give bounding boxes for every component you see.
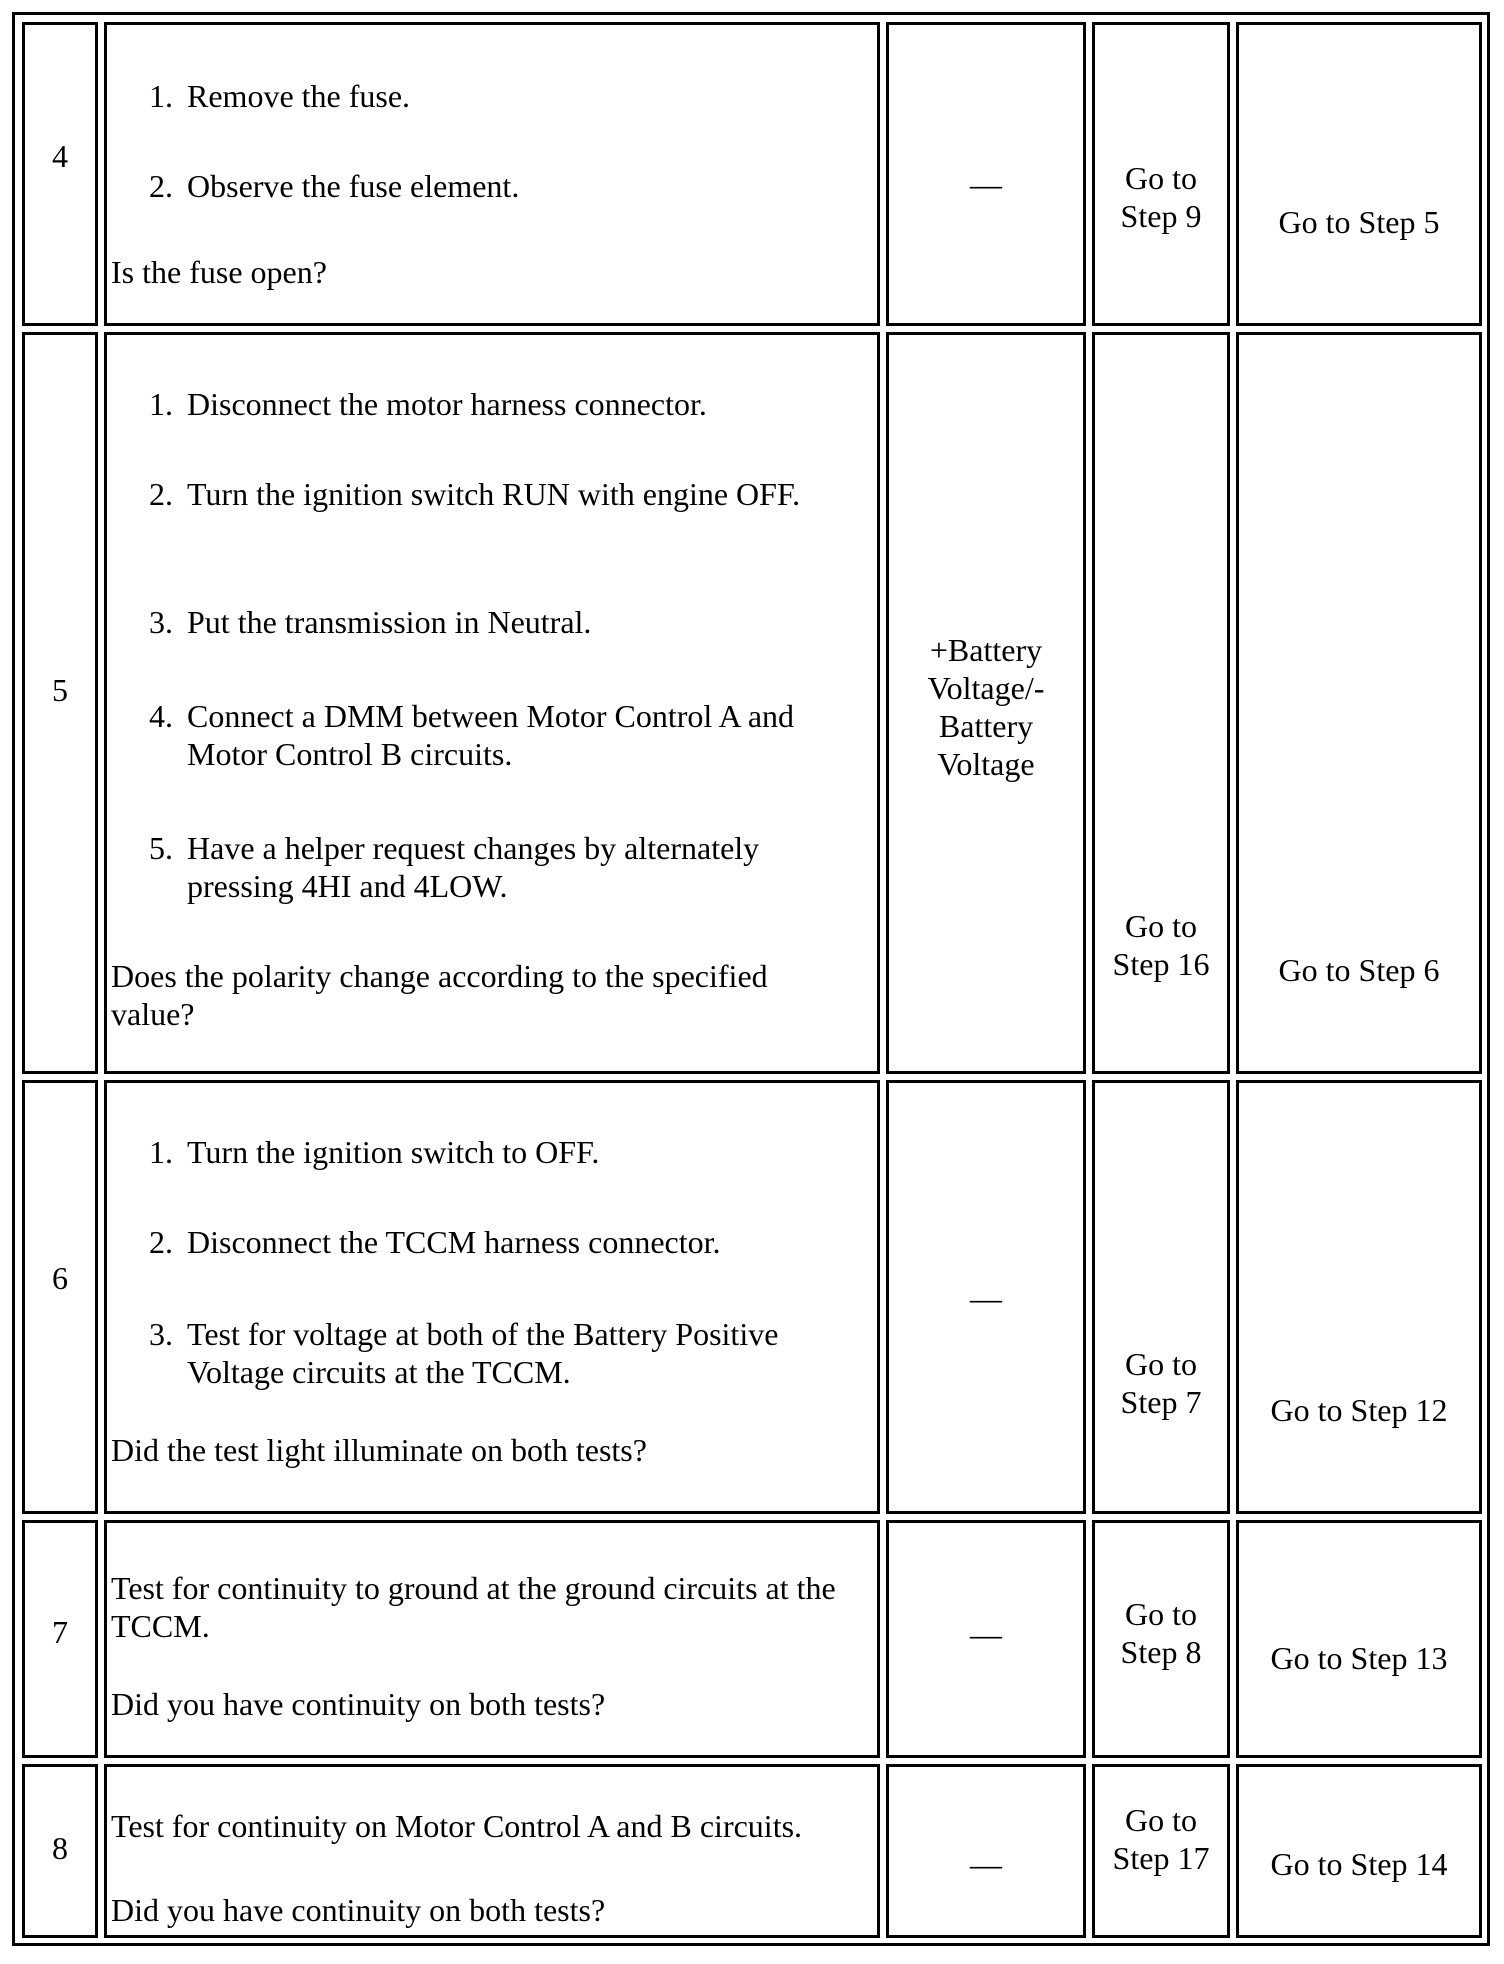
value: +Battery Voltage/-Battery Voltage xyxy=(927,632,1045,782)
action-cell xyxy=(104,1764,880,1938)
step-number-cell xyxy=(22,1520,98,1758)
action-cell: 1. Disconnect the motor harness connector. 2. Turn the ignition switch RUN with engine OFF. 3. Put the transmission in Neutral. 4. Connect a DMM between Motor Control A and Motor Control B circuits. 5. Have a helper request changes by alternately pressing 4HI and 4LOW. Does the polarity change according to the specified value? xyxy=(104,332,880,1074)
yes-cell xyxy=(1092,1080,1230,1514)
no-cell xyxy=(1236,1520,1482,1758)
step-number: 5 xyxy=(52,672,68,708)
no-link[interactable]: Go to Step 14 xyxy=(1270,1846,1448,1882)
no-link[interactable]: Go to Step 12 xyxy=(1270,1392,1448,1428)
yes-cell xyxy=(1092,332,1230,1074)
yes-link[interactable]: Go to Step 8 xyxy=(1120,1596,1202,1670)
value: — xyxy=(970,1616,1002,1652)
yes-link[interactable]: Go to Step 17 xyxy=(1112,1802,1210,1876)
value-cell xyxy=(886,22,1086,326)
step-number: 4 xyxy=(52,138,68,174)
yes-link[interactable]: Go to Step 9 xyxy=(1120,160,1202,234)
step-number-cell xyxy=(22,1764,98,1938)
question: Did you have continuity on both tests? xyxy=(111,1686,606,1722)
yes-cell xyxy=(1092,1764,1230,1938)
step-number: 6 xyxy=(52,1260,68,1296)
action-item: Connect a DMM between Motor Control A and Motor Control B circuits. xyxy=(187,698,795,772)
yes-link[interactable]: Go to Step 16 xyxy=(1112,908,1210,982)
action-item: Remove the fuse. xyxy=(187,78,411,114)
step-number-cell xyxy=(22,332,98,1074)
action-cell: 1. Turn the ignition switch to OFF. 2. Disconnect the TCCM harness connector. 3. Test for voltage at both of the Battery Positive Voltage circuits at the TCCM. Did the test light illuminate on both tests? xyxy=(104,1080,880,1514)
no-link[interactable]: Go to Step 6 xyxy=(1278,952,1440,988)
action-item: Disconnect the motor harness connector. xyxy=(187,386,707,422)
action-text: Test for continuity on Motor Control A and B circuits. xyxy=(111,1808,803,1844)
action-item: Observe the fuse element. xyxy=(187,168,520,204)
yes-cell xyxy=(1092,1520,1230,1758)
value: — xyxy=(970,1846,1002,1882)
step-number-cell xyxy=(22,1080,98,1514)
action-item: Turn the ignition switch to OFF. xyxy=(187,1134,600,1170)
value-cell xyxy=(886,1520,1086,1758)
question: Does the polarity change according to the specified value? xyxy=(111,958,768,1032)
no-cell xyxy=(1236,22,1482,326)
value: — xyxy=(970,1280,1002,1316)
action-item: Have a helper request changes by alternately pressing 4HI and 4LOW. xyxy=(187,830,760,904)
step-number: 8 xyxy=(52,1830,68,1866)
action-cell: 1. Remove the fuse. 2. Observe the fuse element. Is the fuse open? xyxy=(104,22,880,326)
question: Did you have continuity on both tests? xyxy=(111,1892,606,1928)
value: — xyxy=(970,166,1002,202)
value-cell xyxy=(886,1764,1086,1938)
action-text: Test for continuity to ground at the ground circuits at the TCCM. xyxy=(111,1570,836,1644)
step-number-cell xyxy=(22,22,98,326)
yes-cell xyxy=(1092,22,1230,326)
action-cell xyxy=(104,1520,880,1758)
question: Did the test light illuminate on both tests? xyxy=(111,1432,647,1468)
action-item: Put the transmission in Neutral. xyxy=(187,604,592,640)
yes-link[interactable]: Go to Step 7 xyxy=(1120,1346,1202,1420)
value-cell xyxy=(886,332,1086,1074)
no-link[interactable]: Go to Step 13 xyxy=(1270,1640,1448,1676)
step-number: 7 xyxy=(52,1614,68,1650)
no-link[interactable]: Go to Step 5 xyxy=(1278,204,1440,240)
value-cell xyxy=(886,1080,1086,1514)
no-cell xyxy=(1236,332,1482,1074)
no-cell xyxy=(1236,1764,1482,1938)
action-item: Turn the ignition switch RUN with engine OFF. xyxy=(187,476,801,512)
question: Is the fuse open? xyxy=(111,254,327,290)
action-item: Test for voltage at both of the Battery Positive Voltage circuits at the TCCM. xyxy=(187,1316,779,1390)
action-item: Disconnect the TCCM harness connector. xyxy=(187,1224,721,1260)
no-cell xyxy=(1236,1080,1482,1514)
